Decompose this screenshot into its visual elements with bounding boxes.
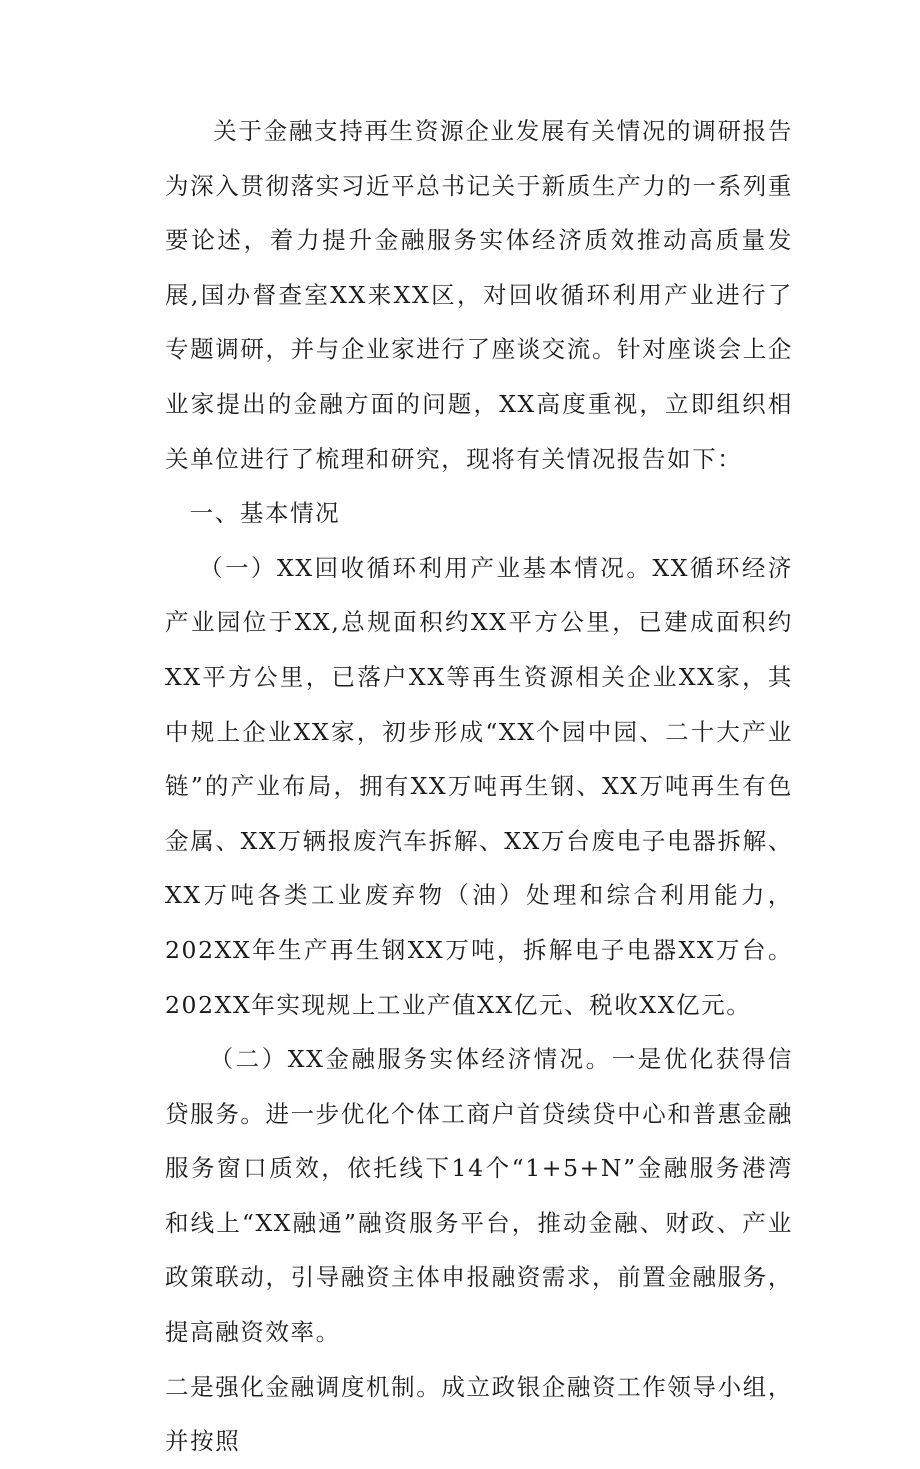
subsection-financial-services: （二）XX金融服务实体经济情况。一是优化获得信贷服务。进一步优化个体工商户首贷续贷中心和普惠金融服务窗口质效，依托线下14个“1+5+N”金融服务港湾和线上“XX融通”融资服务平台，推动金融、财政、产业政策联动，引导融资主体申报融资需求，前置金融服务，提高融资效率。 <box>165 1045 793 1347</box>
intro-paragraph: 关于金融支持再生资源企业发展有关情况的调研报告为深入贯彻落实习近平总书记关于新质生产力的一系列重要论述，着力提升金融服务实体经济质效推动高质量发展,国办督查室XX来XX区，对回收循环利用产业进行了专题调研，并与企业家进行了座谈交流。针对座谈会上企业家提出的金融方面的问题，XX高度重视，立即组织相关单位进行了梳理和研究，现将有关情况报告如下： <box>165 117 793 473</box>
subsection-recycling-industry: （一）XX回收循环利用产业基本情况。XX循环经济产业园位于XX,总规面积约XX平方公里，已建成面积约XX平方公里，已落户XX等再生资源相关企业XX家，其中规上企业XX家，初步形成“XX个园中园、二十大产业链”的产业布局，拥有XX万吨再生钢、XX万吨再生有色金属、XX万辆报废汽车拆解、XX万台废电子电器拆解、XX万吨各类工业废弃物（油）处理和综合利用能力，202XX年生产再生钢XX万吨，拆解电子电器XX万台。202XX年实现规上工业产值XX亿元、税收XX亿元。 <box>165 553 793 1019</box>
paragraph-dispatch-mechanism: 二是强化金融调度机制。成立政银企融资工作领导小组，并按照 <box>165 1372 793 1456</box>
section-heading-basic-situation: 一、基本情况 <box>189 499 341 528</box>
document-body <box>165 104 793 1469</box>
